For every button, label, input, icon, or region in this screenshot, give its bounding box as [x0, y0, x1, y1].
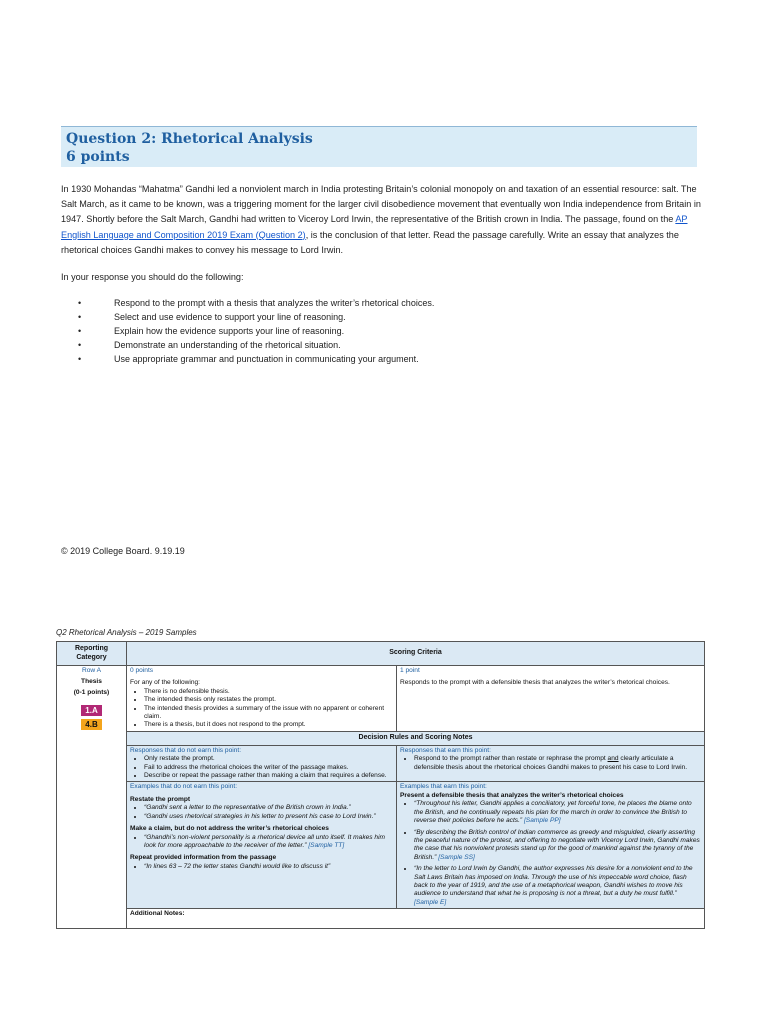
earn-example: “By describing the British control of Indian commerce as greedy and misguided, clearly asserting the peaceful nature of the protest, and offering to negotiate with Viceroy Lord Irwin, Gandhi makes the case that his nonviolent protests stand up for the good of mankind against the tyranny of the British.”	[414, 828, 700, 861]
repeat-list	[130, 863, 393, 871]
list-item: • The intended thesis provides a summary of the issue with no apparent or coherent claim.	[144, 705, 393, 722]
intro-text-part1: In 1930 Mohandas “Mahatma” Gandhi led a nonviolent march in India protesting Britain’s colonial monopoly on and taxation of an essential resource: salt. The Salt March, as it came to be known, was a triggering moment for the larger civil disobedience movement that eventually won India independence from Britain in 1947. Shortly before the Salt March, Gandhi had written to Viceroy Lord Irwin, the representative of the British crown in India. The passage, found on the	[61, 184, 701, 225]
repeat-heading: Repeat provided information from the passage	[130, 854, 277, 862]
question-points: 6 points	[66, 149, 130, 165]
exam-link[interactable]: AP English Language and Composition 2019 Exam (Question 2)	[61, 214, 688, 240]
intro-paragraph	[61, 182, 701, 258]
list-item	[414, 755, 701, 772]
thesis-label: Thesis	[81, 678, 102, 686]
list-item: • “Gandhi uses rhetorical strategies in his letter to present his case to Lord Irwin.”	[144, 813, 393, 821]
response-intro: In your response you should do the following:	[61, 272, 244, 282]
zero-points-label: 0 points	[130, 667, 154, 674]
copyright-notice: © 2019 College Board. 9.19.19	[61, 546, 185, 556]
one-point-label: 1 point	[400, 667, 420, 674]
additional-notes-label: Additional Notes:	[130, 910, 185, 918]
row-a-label: Row A	[81, 667, 102, 674]
list-item: • There is no defensible thesis.	[144, 688, 393, 696]
task-bullet: • Respond to the prompt with a thesis that analyzes the writer’s rhetorical choices.	[78, 296, 434, 310]
task-bullet: • Explain how the evidence supports your line of reasoning.	[78, 324, 434, 338]
list-item: • There is a thesis, but it does not respond to the prompt.	[144, 721, 393, 729]
sample-reference: [Sample TT]	[308, 841, 345, 849]
task-bullet-list	[78, 296, 434, 366]
list-item	[414, 829, 701, 863]
sample-reference: [Sample SS]	[438, 853, 475, 861]
claim-heading: Make a claim, but do not address the writer’s rhetorical choices	[130, 825, 329, 833]
examples-not-earn-cell	[127, 782, 397, 909]
not-earn-list	[130, 755, 393, 780]
earn-text-and: and	[607, 755, 619, 763]
list-item	[144, 834, 393, 851]
earn-text-a: Respond to the prompt rather than restate or rephrase the prompt	[414, 755, 608, 763]
restate-heading: Restate the prompt	[130, 795, 191, 803]
earn-heading: Responses that earn this point:	[400, 746, 491, 754]
list-item: • The intended thesis only restates the prompt.	[144, 696, 393, 704]
skill-badge-4b: 4.B	[81, 719, 101, 730]
scoring-criteria-header: Scoring Criteria	[127, 642, 705, 666]
list-item: • Only restate the prompt.	[144, 755, 393, 763]
examples-not-earn-heading: Examples that do not earn this point:	[130, 783, 238, 791]
skill-badge-1a: 1.A	[81, 705, 101, 716]
scoring-rubric-table	[56, 641, 705, 929]
list-item	[414, 800, 701, 825]
reporting-category-header: Reporting Category	[57, 642, 127, 666]
earn-cell	[397, 745, 705, 782]
not-earn-heading: Responses that do not earn this point:	[130, 746, 242, 754]
list-item	[414, 865, 701, 907]
intro-text-part2: , is the conclusion of that letter. Read the passage carefully. Write an essay that analyzes the rhetorical choices Gandhi makes to convey his message to Lord Irwin.	[61, 229, 679, 255]
earn-text-b: clearly articulate a defensible thesis about the rhetorical choices Gandhi makes to present his case to Lord Irwin.	[414, 755, 688, 771]
earn-examples-list	[400, 800, 701, 907]
zero-points-cell	[127, 666, 397, 732]
task-bullet: • Demonstrate an understanding of the rhetorical situation.	[78, 338, 434, 352]
one-point-cell	[397, 666, 705, 732]
question-title: Question 2: Rhetorical Analysis	[66, 131, 313, 147]
claim-example: “Ghandhi’s non-violent personality is a rhetorical device all unto itself. It makes him look for more approachable to the receiver of the letter.”	[144, 833, 386, 849]
earn-example: “In the letter to Lord Irwin by Gandhi, the author expresses his desire for a nonviolent end to the Salt Laws Britain has imposed on India. Through the use of his impeccable word choice, flash back to the year of 1919, and the use of a metaphorical weapon, Gandhi wishes to move his audience to understand that what he is proposing is not a threat, but a duty he must fulfill.”	[414, 865, 693, 898]
present-heading: Present a defensible thesis that analyzes the writer’s rhetorical choices	[400, 791, 624, 799]
task-bullet: • Use appropriate grammar and punctuation in communicating your argument.	[78, 352, 434, 366]
restate-list	[130, 804, 393, 821]
question-header	[61, 126, 697, 167]
zero-points-intro: For any of the following:	[130, 679, 201, 687]
not-earn-cell	[127, 745, 397, 782]
zero-points-list	[130, 688, 393, 730]
additional-notes-cell	[127, 909, 705, 929]
decision-rules-header: Decision Rules and Scoring Notes	[127, 731, 705, 745]
sample-reference: [Sample PP]	[523, 817, 561, 825]
one-point-text: Responds to the prompt with a defensible thesis that analyzes the writer’s rhetorical choices.	[400, 679, 670, 687]
list-item: • Describe or repeat the passage rather than making a claim that requires a defense.	[144, 772, 393, 780]
earn-example: “Throughout his letter, Gandhi applies a conciliatory, yet forceful tone, he places the blame onto the British, and he continually repeats his plan for the march in order to convince the British to reverse their policies before he acts.”	[414, 800, 692, 825]
examples-earn-cell	[397, 782, 705, 909]
examples-earn-heading: Examples that earn this point:	[400, 783, 487, 791]
row-a-category-cell	[57, 666, 127, 929]
claim-list	[130, 834, 393, 851]
thesis-points-label: (0-1 points)	[73, 688, 110, 696]
task-bullet: • Select and use evidence to support your line of reasoning.	[78, 310, 434, 324]
page-two-title: Q2 Rhetorical Analysis – 2019 Samples	[56, 628, 197, 637]
sample-reference: [Sample E]	[414, 898, 447, 906]
list-item: • “In lines 63 – 72 the letter states Gandhi would like to discuss it”	[144, 863, 393, 871]
list-item: • “Gandhi sent a letter to the representative of the British crown in India.”	[144, 804, 393, 812]
list-item: • Fail to address the rhetorical choices the writer of the passage makes.	[144, 764, 393, 772]
earn-list	[400, 755, 701, 772]
